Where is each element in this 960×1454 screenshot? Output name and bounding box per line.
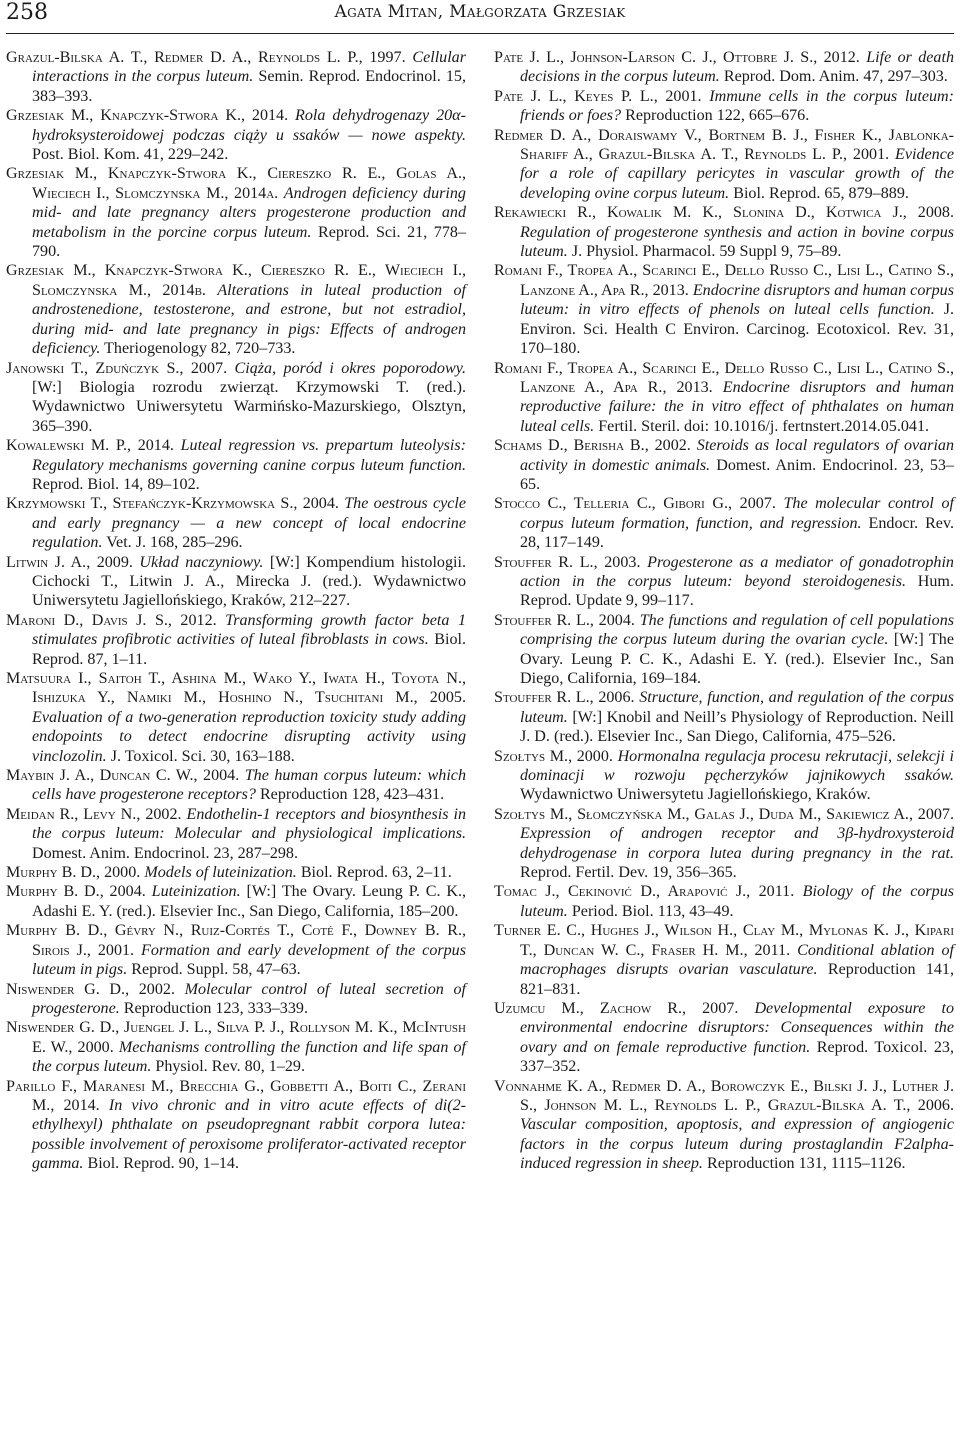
reference-entry xyxy=(6,1018,466,1076)
reference-source: [W:] Biologia rozrodu zwierząt. Krzymowski T. (red.). Wydawnictwo Uniwersytetu Warmińsko-Mazurskiego, Olsztyn, 365–390. xyxy=(32,378,466,435)
reference-title: Hormonalna regulacja procesu rekrutacji, selekcji i dominacji w rozwoju pęcherzyków jajnikowych ssaków. xyxy=(520,747,954,785)
reference-source: Semin. Reprod. Endocrinol. 15, 383–393. xyxy=(32,68,467,105)
reference-authors: Romani F., Tropea A., Scarinci E., Dello Russo C., Lisi L., Catino S., Lanzone A., Apa R., 2013. xyxy=(494,262,954,299)
reference-title: The functions and regulation of cell populations comprising the corpus luteum during the ovarian cycle. xyxy=(520,611,955,649)
reference-title: Mechanisms controlling the function and life span of the corpus luteum. xyxy=(32,1038,466,1076)
reference-entry xyxy=(6,805,466,863)
reference-source: Reprod. Suppl. 58, 47–63. xyxy=(131,961,301,979)
reference-source: Theriogenology 82, 720–733. xyxy=(104,340,296,358)
reference-authors: Szołtys M., 2000. xyxy=(494,747,613,765)
reference-source: Reproduction 141, 821–831. xyxy=(520,961,955,998)
reference-authors: Romani F., Tropea A., Scarinci E., Dello Russo C., Lisi L., Catino S., Lanzone A., Apa R., 2013. xyxy=(494,359,954,396)
reference-title: Steroids as local regulators of ovarian activity in domestic animals. xyxy=(520,437,955,474)
reference-title: Transforming growth factor beta 1 stimulates profibrotic activities of luteal fibroblasts in cows. xyxy=(32,611,466,649)
reference-title: Expression of androgen receptor and 3β-hydroxysteroid dehydrogenase in corpora lutea during pregnancy in the rat. xyxy=(520,825,954,862)
page-number: 258 xyxy=(6,0,48,25)
reference-authors: Rekawiecki R., Kowalik M. K., Slonina D., Kotwica J., 2008. xyxy=(494,204,954,222)
reference-source: Wydawnictwo Uniwersytetu Jagiellońskiego, Kraków. xyxy=(520,786,871,804)
reference-authors: Krzymowski T., Stefańczyk-Krzymowska S., 2004. xyxy=(6,495,339,513)
reference-entry xyxy=(494,1077,954,1174)
reference-entry xyxy=(6,921,466,979)
reference-authors: Turner E. C., Hughes J., Wilson H., Clay M., Mylonas K. J., Kipari T., Duncan W. C., Fraser H. M., 2011. xyxy=(494,922,954,959)
reference-entry xyxy=(494,747,954,805)
reference-entry xyxy=(494,126,954,204)
reference-authors: Parillo F., Maranesi M., Brecchia G., Gobbetti A., Boiti C., Zerani M., 2014. xyxy=(6,1077,466,1114)
references-column-right xyxy=(494,48,954,1174)
reference-source: Reprod. Dom. Anim. 47, 297–303. xyxy=(723,68,948,86)
reference-title: Luteinization. xyxy=(151,883,241,901)
reference-authors: Stouffer R. L., 2003. xyxy=(494,553,641,571)
reference-entry xyxy=(494,805,954,883)
reference-entry xyxy=(494,494,954,552)
reference-authors: Vonnahme K. A., Redmer D. A., Borowczyk E., Bilski J. J., Luther J. S., Johnson M. L., Reynolds L. P., Grazul-Bilska A. T., 2006. xyxy=(494,1077,954,1114)
reference-authors: Tomac J., Cekinović D., Arapović J., 2011. xyxy=(494,883,795,901)
reference-title: Rola dehydrogenazy 20α-hydroksysteroidowej podczas ciąży u ssaków — nowe aspekty. xyxy=(32,107,466,144)
reference-title: Alterations in luteal production of androstenedione, testosterone, and estrone, but not estradiol, during mid- and late pregnancy in pigs: Effects of androgen deficiency. xyxy=(32,281,466,358)
references-column-left xyxy=(6,48,466,1174)
reference-entry xyxy=(494,688,954,746)
reference-entry xyxy=(6,164,466,261)
reference-source: Post. Biol. Kom. 41, 229–242. xyxy=(32,146,229,164)
reference-source: Reprod. Toxicol. 23, 337–352. xyxy=(520,1038,954,1076)
reference-entry xyxy=(494,203,954,261)
reference-title: Biology of the corpus luteum. xyxy=(520,883,955,920)
reference-entry xyxy=(494,436,954,494)
reference-authors: Grzesiak M., Knapczyk-Stwora K., Ciereszko R. E., Wieciech I., Slomczynska M., 2014b. xyxy=(6,262,466,299)
reference-title: The human corpus luteum: which cells have progesterone receptors? xyxy=(32,767,466,804)
reference-source: Biol. Reprod. 90, 1–14. xyxy=(87,1155,239,1173)
reference-entry xyxy=(494,87,954,126)
page-header xyxy=(6,0,954,34)
reference-source: Biol. Reprod. 87, 1–11. xyxy=(32,631,466,668)
reference-source: Endocr. Rev. 28, 117–149. xyxy=(520,514,954,552)
reference-entry xyxy=(6,611,466,669)
reference-title: Progesterone as a mediator of gonadotrophin action in the corpus luteum: beyond steroidogenesis. xyxy=(520,553,954,590)
reference-authors: Murphy B. D., Gévry N., Ruiz-Cortés T., Coté F., Downey B. R., Sirois J., 2001. xyxy=(6,922,466,959)
reference-title: Układ naczyniowy. xyxy=(139,553,264,571)
reference-source: Reproduction 128, 423–431. xyxy=(259,786,445,804)
reference-entry xyxy=(6,436,466,494)
reference-authors: Schams D., Berisha B., 2002. xyxy=(494,437,691,455)
reference-title: Conditional ablation of macrophages disrupts ovarian vasculature. xyxy=(520,941,954,979)
reference-entry xyxy=(6,669,466,766)
reference-source: Period. Biol. 113, 43–49. xyxy=(571,902,734,920)
reference-source: Domest. Anim. Endocrinol. 23, 53–65. xyxy=(520,456,954,493)
reference-title: Evidence for a role of capillary pericytes in vascular growth of the developing ovine corpus luteum. xyxy=(520,146,954,202)
reference-entry xyxy=(6,882,466,921)
reference-authors: Redmer D. A., Doraiswamy V., Bortnem B. J., Fisher K., Jablonka-Shariff A., Grazul-Bilska A. T., Reynolds L. P., 2001. xyxy=(494,126,954,164)
reference-authors: Stouffer R. L., 2006. xyxy=(494,689,635,707)
reference-source: J. Environ. Sci. Health C Environ. Carcinog. Ecotoxicol. Rev. 31, 170–180. xyxy=(520,301,954,358)
reference-title: Ciąża, poród i okres poporodowy. xyxy=(234,359,466,377)
reference-authors: Litwin J. A., 2009. xyxy=(6,553,133,571)
reference-entry xyxy=(494,611,954,689)
reference-entry xyxy=(6,106,466,164)
reference-entry xyxy=(494,261,954,358)
reference-entry xyxy=(6,48,466,106)
reference-title: Evaluation of a two-generation reproduction toxicity study adding endopoints to detect endocrine disrupting activity using vinclozolin. xyxy=(32,708,466,765)
reference-entry xyxy=(6,359,466,437)
reference-source: [W:] The Ovary. Leung P. C. K., Adashi E. Y. (red.). Elsevier Inc., San Diego, California, 169–184. xyxy=(520,631,954,687)
reference-entry xyxy=(6,863,466,882)
reference-title: The oestrous cycle and early pregnancy — a new concept of local endocrine regulation. xyxy=(32,495,466,552)
reference-authors: Niswender G. D., 2002. xyxy=(6,980,175,998)
reference-source: Domest. Anim. Endocrinol. 23, 287–298. xyxy=(32,844,298,862)
reference-entry xyxy=(6,494,466,552)
reference-authors: Pate J. L., Keyes P. L., 2001. xyxy=(494,87,702,105)
reference-authors: Grzesiak M., Knapczyk-Stwora K., Ciereszko R. E., Golas A., Wieciech I., Slomczynska M., 2014a. xyxy=(6,165,466,202)
reference-entry xyxy=(6,980,466,1019)
reference-title: Models of luteinization. xyxy=(144,864,297,882)
reference-authors: Meidan R., Levy N., 2002. xyxy=(6,805,182,823)
reference-entry xyxy=(494,553,954,611)
reference-authors: Stouffer R. L., 2004. xyxy=(494,611,635,629)
reference-title: Formation and early development of the corpus luteum in pigs. xyxy=(32,941,466,979)
reference-title: Vascular composition, apoptosis, and expression of angiogenic factors in the corpus luteum during prostaglandin F2alpha-induced regression in sheep. xyxy=(520,1116,954,1173)
reference-authors: Grzesiak M., Knapczyk-Stwora K., 2014. xyxy=(6,107,289,125)
reference-source: Hum. Reprod. Update 9, 99–117. xyxy=(520,572,954,610)
reference-entry xyxy=(494,359,954,437)
reference-authors: Szołtys M., Słomczyńska M., Galas J., Duda M., Sakiewicz A., 2007. xyxy=(494,805,954,823)
reference-title: Developmental exposure to environmental endocrine disruptors: Consequences within the ovary and on female reproductive function. xyxy=(520,999,955,1056)
reference-source: Physiol. Rev. 80, 1–29. xyxy=(155,1058,305,1076)
reference-authors: Janowski T., Zduńczyk S., 2007. xyxy=(6,359,228,377)
reference-authors: Kowalewski M. P., 2014. xyxy=(6,437,174,455)
reference-title: Luteal regression vs. prepartum luteolysis: Regulatory mechanisms governing canine corpus luteum function. xyxy=(32,437,466,474)
reference-entry xyxy=(6,766,466,805)
reference-authors: Matsuura I., Saitoh T., Ashina M., Wako Y., Iwata H., Toyota N., Ishizuka Y., Namiki M., Hoshino N., Tsuchitani M., 2005. xyxy=(6,670,466,707)
reference-title: The molecular control of corpus luteum formation, function, and regression. xyxy=(520,495,954,532)
reference-authors: Niswender G. D., Juengel J. L., Silva P. J., Rollyson M. K., McIntush E. W., 2000. xyxy=(6,1019,466,1056)
reference-title: Cellular interactions in the corpus luteum. xyxy=(32,49,466,86)
reference-authors: Maybin J. A., Duncan C. W., 2004. xyxy=(6,767,240,785)
reference-authors: Stocco C., Telleria C., Gibori G., 2007. xyxy=(494,495,776,513)
reference-title: Structure, function, and regulation of the corpus luteum. xyxy=(520,689,954,726)
reference-title: Endothelin-1 receptors and biosynthesis in the corpus luteum: Molecular and physiological implications. xyxy=(32,805,466,843)
reference-source: Reproduction 123, 333–339. xyxy=(123,999,308,1017)
reference-title: In vivo chronic and in vitro acute effects of di(2-ethylhexyl) phthalate on pseudopregnant rabbit corpora lutea: possible involvement of peroxisome proliferator-activated receptor gamma. xyxy=(32,1096,467,1173)
reference-source: Vet. J. 168, 285–296. xyxy=(106,534,243,552)
reference-title: Immune cells in the corpus luteum: friends or foes? xyxy=(520,87,954,125)
reference-title: Regulation of progesterone synthesis and action in bovine corpus luteum. xyxy=(520,223,954,261)
reference-source: Biol. Reprod. 65, 879–889. xyxy=(733,184,909,202)
reference-source: [W:] Kompendium histologii. Cichocki T., Litwin J. A., Mirecka J. (red.). Wydawnictwo Uniwersytetu Jagiellońskiego, Kraków, 212–227. xyxy=(32,553,466,610)
reference-source: Reprod. Sci. 21, 778–790. xyxy=(32,223,466,261)
reference-authors: Pate J. L., Johnson-Larson C. J., Ottobre J. S., 2012. xyxy=(494,49,860,66)
running-head: Agata Mitan, Małgorzata Grzesiak xyxy=(334,2,626,22)
reference-source: Biol. Reprod. 63, 2–11. xyxy=(300,864,452,882)
reference-title: Endocrine disruptors and human reproductive failure: the in vitro effect of phthalates on human luteal cells. xyxy=(520,378,954,435)
reference-source: Reprod. Biol. 14, 89–102. xyxy=(32,475,200,493)
reference-title: Molecular control of luteal secretion of progesterone. xyxy=(32,980,466,1017)
reference-source: Reproduction 122, 665–676. xyxy=(625,107,810,125)
reference-source: J. Toxicol. Sci. 30, 163–188. xyxy=(110,747,295,765)
reference-title: Androgen deficiency during mid- and late pregnancy alters progesterone production and metabolism in the porcine corpus luteum. xyxy=(32,184,466,241)
reference-authors: Grazul-Bilska A. T., Redmer D. A., Reynolds L. P., 1997. xyxy=(6,49,406,66)
reference-entry xyxy=(6,261,466,358)
header-rule xyxy=(6,33,954,34)
reference-source: Reprod. Fertil. Dev. 19, 356–365. xyxy=(520,864,737,882)
reference-entry xyxy=(6,1077,466,1174)
reference-authors: Murphy B. D., 2000. xyxy=(6,864,141,882)
reference-source: [W:] Knobil and Neill’s Physiology of Reproduction. Neill J. D. (red.). Elsevier Inc., San Diego, California, 475–526. xyxy=(520,708,954,746)
reference-entry xyxy=(6,553,466,611)
reference-source: J. Physiol. Pharmacol. 59 Suppl 9, 75–89. xyxy=(571,243,842,261)
reference-authors: Uzumcu M., Zachow R., 2007. xyxy=(494,999,739,1017)
reference-entry xyxy=(494,999,954,1077)
reference-authors: Maroni D., Davis J. S., 2012. xyxy=(6,611,217,629)
reference-title: Life or death decisions in the corpus luteum. xyxy=(520,49,954,86)
reference-authors: Murphy B. D., 2004. xyxy=(6,883,146,901)
reference-source: [W:] The Ovary. Leung P. C. K., Adashi E. Y. (red.). Elsevier Inc., San Diego, California, 185–200. xyxy=(32,883,466,920)
reference-title: Endocrine disruptors and human corpus luteum: in vitro effects of phenols on luteal cells function. xyxy=(520,281,954,319)
reference-entry xyxy=(494,921,954,999)
reference-source: Fertil. Steril. doi: 10.1016/j. fertnstert.2014.05.041. xyxy=(598,417,930,435)
reference-entry xyxy=(494,882,954,921)
reference-source: Reproduction 131, 1115–1126. xyxy=(707,1155,906,1173)
reference-entry xyxy=(494,48,954,87)
